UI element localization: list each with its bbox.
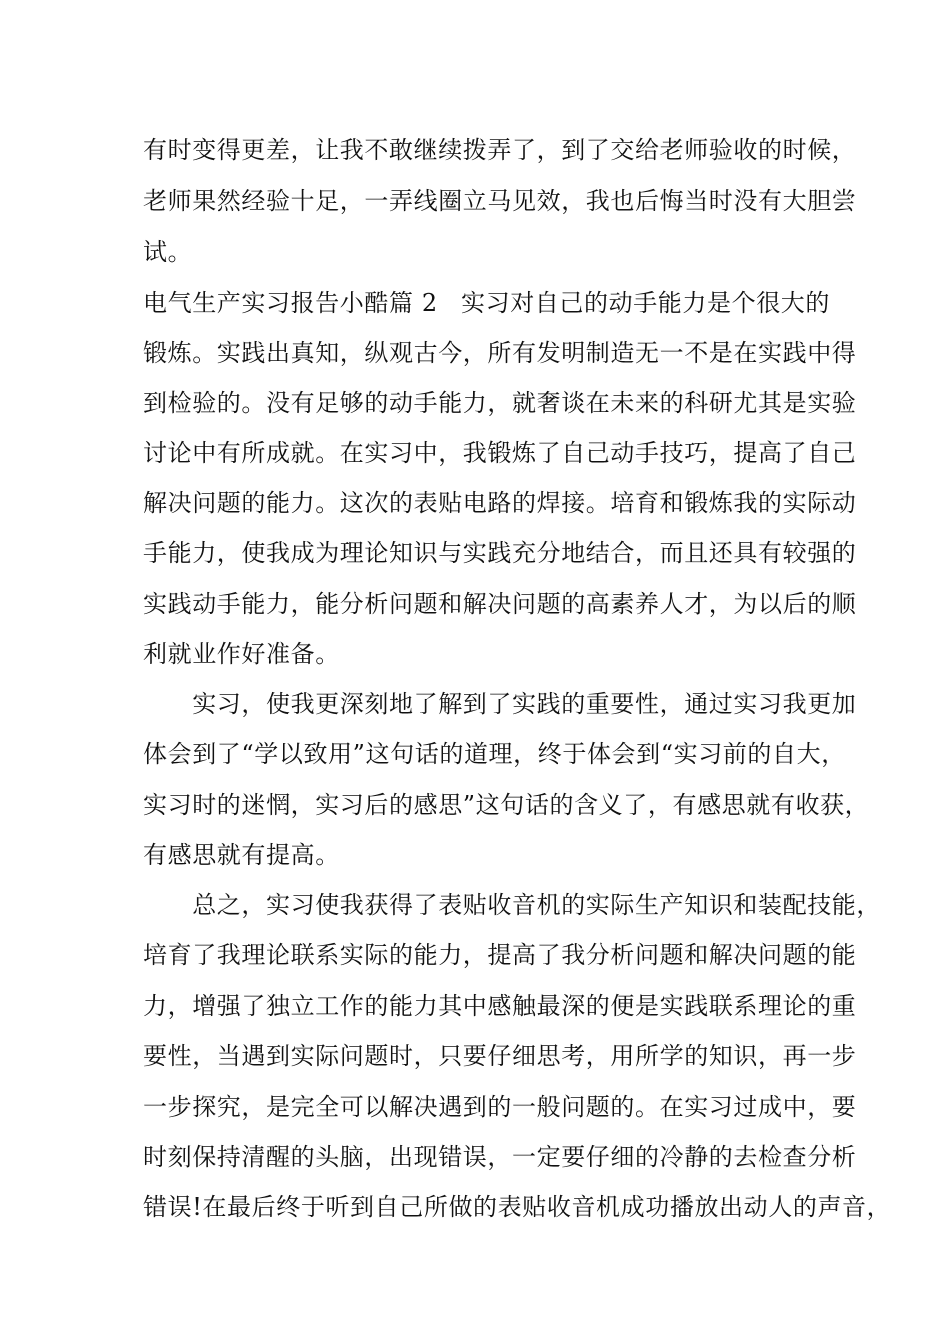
text-line: 实习时的迷惘，实习后的感思”这句话的含义了，有感思就有收获， [143,791,870,819]
text-line: 老师果然经验十足，一弄线圈立马见效，我也后悔当时没有大胆尝 [143,187,857,215]
paragraph-first-line: 总之，实习使我获得了表贴收音机的实际生产知识和装配技能， [143,891,881,919]
text-line: 培育了我理论联系实际的能力，提高了我分析问题和解决问题的能 [143,941,857,969]
text-line: 时刻保持清醒的头脑，出现错误，一定要仔细的冷静的去检查分析 [143,1143,857,1171]
text-line: 锻炼。实践出真知，纵观古今，所有发明制造无一不是在实践中得 [143,339,857,367]
text-line: 体会到了“学以致用”这句话的道理，终于体会到“实习前的自大， [143,740,846,768]
section-heading: 电气生产实习报告小酷篇 2 [143,289,438,317]
text-line: 一步探究，是完全可以解决遇到的一般问题的。在实习过成中，要 [143,1093,857,1121]
text-line: 到检验的。没有足够的动手能力，就奢谈在未来的科研尤其是实验 [143,389,857,417]
text-line: 有时变得更差，让我不敢继续拨弄了，到了交给老师验收的时候， [143,136,857,164]
text-line: 利就业作好准备。 [143,640,340,668]
text-line: 实践动手能力，能分析问题和解决问题的高素养人才，为以后的顺 [143,590,857,618]
text-line: 试。 [143,238,193,266]
heading-continuation-text: 实习对自己的动手能力是个很大的 [461,289,830,317]
text-line: 讨论中有所成就。在实习中，我锻炼了自己动手技巧，提高了自己 [143,439,857,467]
text-line: 错误!在最后终于听到自己所做的表贴收音机成功播放出动人的声音， [143,1193,892,1221]
text-line: 解决问题的能力。这次的表贴电路的焊接。培育和锻炼我的实际动 [143,489,857,517]
section-heading-line [143,283,830,323]
text-line: 力，增强了独立工作的能力其中感触最深的便是实践联系理论的重 [143,992,857,1020]
text-line: 手能力，使我成为理论知识与实践充分地结合，而且还具有较强的 [143,539,857,567]
text-line: 有感思就有提高。 [143,841,340,869]
text-line: 要性，当遇到实际问题时，只要仔细思考，用所学的知识，再一步 [143,1042,857,1070]
paragraph-first-line: 实习，使我更深刻地了解到了实践的重要性，通过实习我更加 [143,690,857,718]
